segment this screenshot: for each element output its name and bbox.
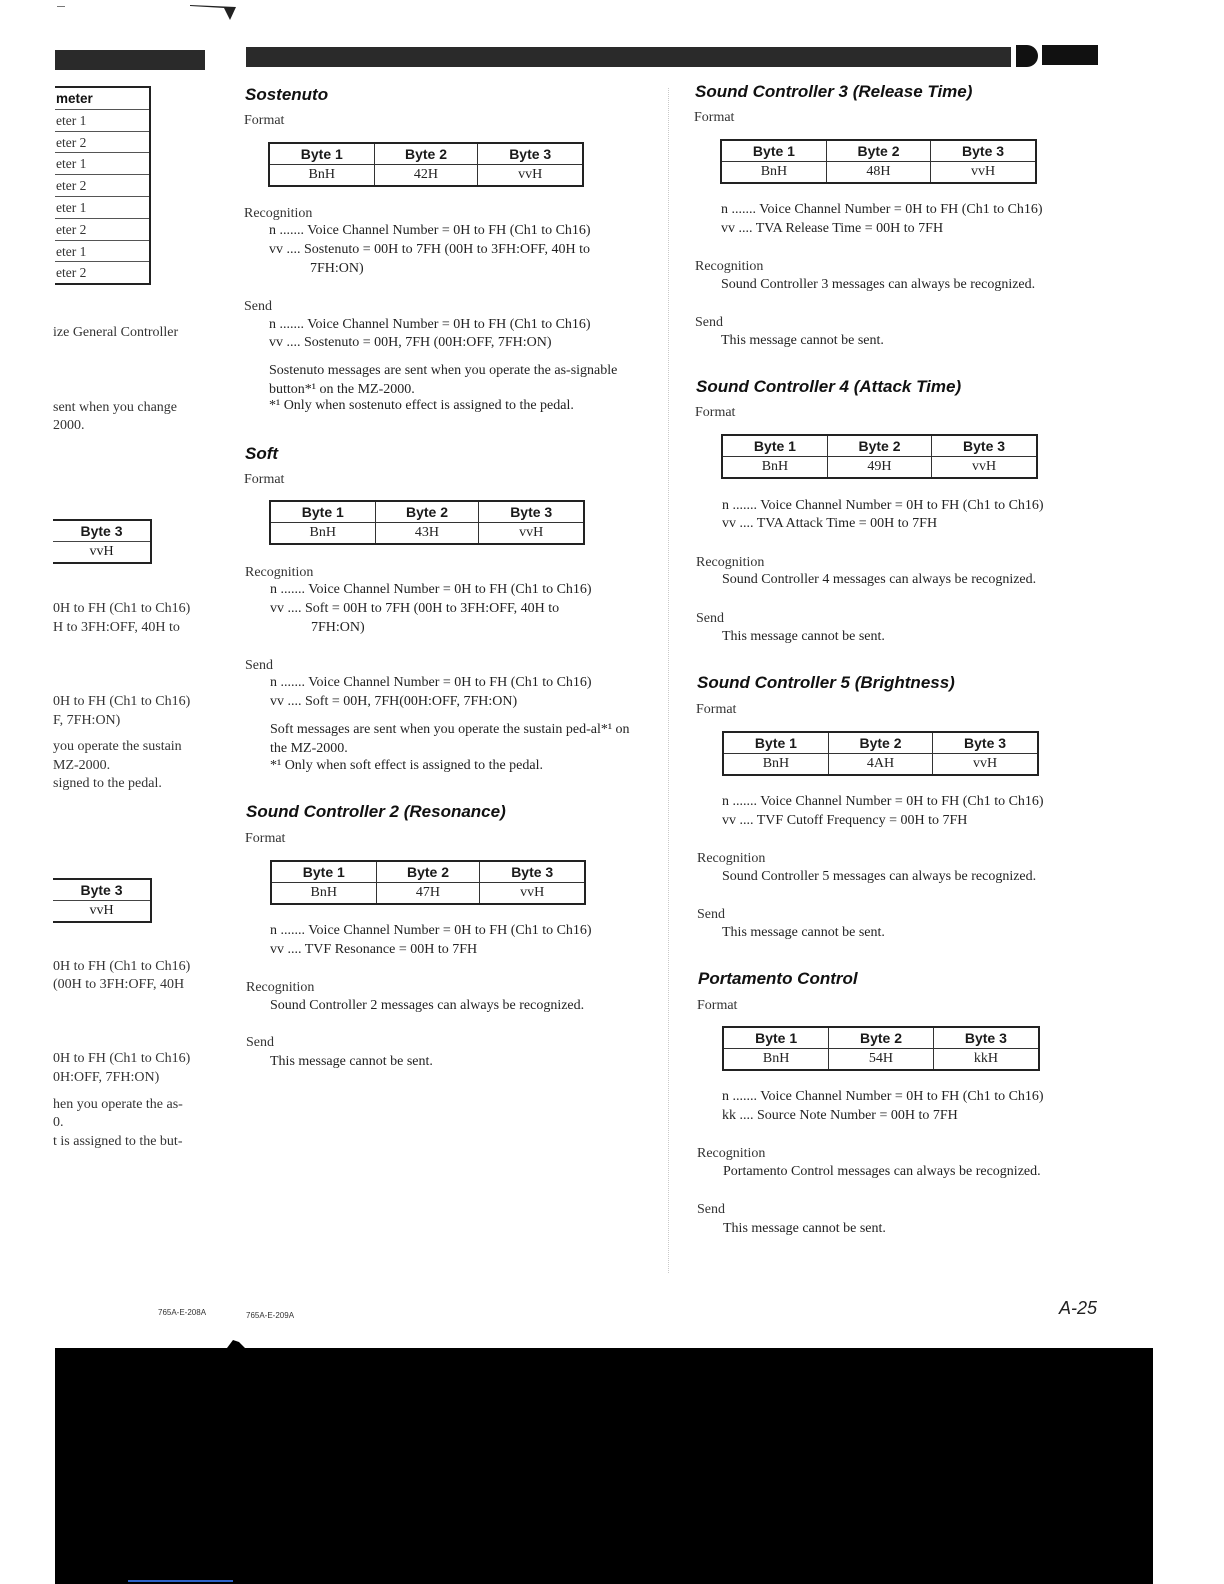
table-cell: vvH: [933, 754, 1038, 776]
table-cell: eter 1: [55, 196, 149, 218]
scan-edge-teeth: [55, 1330, 1153, 1410]
param-line: vv .... TVA Release Time = 00H to 7FH: [721, 221, 944, 236]
table-cell: eter 2: [55, 261, 149, 283]
column-divider: [668, 88, 669, 1273]
recognition-label: Recognition: [697, 851, 766, 866]
table-cell: vvH: [478, 165, 583, 187]
param-line: n ....... Voice Channel Number = 0H to FH (Ch1 to Ch16): [270, 675, 592, 690]
sc5-byte-table: [722, 731, 1039, 776]
recognition-text: Sound Controller 2 messages can always be recognized.: [270, 998, 585, 1013]
left-text: 0H to FH (Ch1 to Ch16): [53, 694, 191, 709]
table-header: Byte 3: [933, 732, 1038, 754]
table-cell: vvH: [89, 544, 114, 559]
table-header: Byte 1: [722, 435, 827, 457]
table-header: Byte 3: [933, 1027, 1039, 1049]
send-text: This message cannot be sent.: [722, 629, 885, 644]
table-header: Byte 1: [723, 732, 828, 754]
table-cell: 48H: [826, 162, 930, 184]
section-title-soft: Soft: [245, 444, 279, 463]
section-title-portamento-control: Portamento Control: [698, 969, 858, 988]
param-line: vv .... Sostenuto = 00H, 7FH (00H:OFF, 7FH:ON): [269, 335, 552, 350]
section-title-sound-controller-5: Sound Controller 5 (Brightness): [697, 673, 955, 692]
table-header: Byte 2: [375, 501, 479, 523]
table-cell: vvH: [931, 162, 1036, 184]
recognition-label: Recognition: [245, 565, 314, 580]
table-header: Byte 3: [478, 143, 583, 165]
table-cell: vvH: [89, 903, 114, 918]
send-label: Send: [246, 1035, 274, 1050]
left-text: (00H to 3FH:OFF, 40H: [53, 977, 185, 992]
sc3-byte-table: [720, 139, 1037, 184]
table-header: Byte 1: [270, 501, 375, 523]
send-label: Send: [697, 907, 725, 922]
left-text: 2000.: [53, 418, 85, 433]
table-cell: BnH: [721, 162, 826, 184]
format-label: Format: [244, 472, 285, 487]
table-cell: BnH: [270, 523, 375, 545]
left-text: 0H:OFF, 7FH:ON): [53, 1070, 160, 1085]
left-byte-table: [53, 878, 152, 923]
table-cell: kkH: [933, 1049, 1039, 1071]
format-label: Format: [694, 110, 735, 125]
table-header: Byte 3: [479, 501, 584, 523]
param-line: n ....... Voice Channel Number = 0H to FH (Ch1 to Ch16): [269, 223, 591, 238]
recognition-label: Recognition: [244, 206, 313, 221]
param-line: n ....... Voice Channel Number = 0H to FH (Ch1 to Ch16): [270, 923, 592, 938]
left-text: t is assigned to the but-: [53, 1134, 183, 1149]
send-label: Send: [695, 315, 723, 330]
param-line: vv .... TVF Resonance = 00H to 7FH: [270, 942, 478, 957]
left-text: F, 7FH:ON): [53, 713, 121, 728]
param-line: kk .... Source Note Number = 00H to 7FH: [722, 1108, 958, 1123]
sc4-byte-table: [721, 434, 1038, 479]
left-text: ize General Controller: [53, 325, 179, 340]
recognition-text: Sound Controller 3 messages can always be recognized.: [721, 277, 1036, 292]
recognition-label: Recognition: [246, 980, 315, 995]
table-header: Byte 2: [376, 861, 480, 883]
table-header: Byte 1: [721, 140, 826, 162]
send-text: This message cannot be sent.: [721, 333, 884, 348]
param-line: vv .... TVA Attack Time = 00H to 7FH: [722, 516, 938, 531]
table-header: Byte 1: [271, 861, 376, 883]
section-title-sostenuto: Sostenuto: [245, 85, 329, 104]
left-text: hen you operate the as-: [53, 1097, 183, 1112]
sc2-byte-table: [270, 860, 586, 905]
header-bar-left: [55, 50, 205, 70]
table-cell: vvH: [932, 457, 1037, 479]
table-cell: eter 1: [55, 152, 149, 174]
table-cell: vvH: [479, 523, 584, 545]
left-text: MZ-2000.: [53, 758, 111, 773]
header-bar-end: [1042, 45, 1098, 65]
format-label: Format: [695, 405, 736, 420]
table-header: Byte 3: [53, 521, 150, 542]
format-label: Format: [697, 998, 738, 1013]
corner-mark-graphic: [190, 2, 240, 20]
table-header: Byte 2: [829, 1027, 934, 1049]
left-text: 0.: [53, 1115, 64, 1130]
scan-mark: [57, 6, 65, 7]
send-label: Send: [244, 299, 272, 314]
section-title-sound-controller-3: Sound Controller 3 (Release Time): [695, 82, 973, 101]
send-text: This message cannot be sent.: [723, 1221, 886, 1236]
table-cell: eter 1: [55, 109, 149, 131]
page-number: A-25: [1059, 1298, 1098, 1318]
recognition-label: Recognition: [695, 259, 764, 274]
left-text: H to 3FH:OFF, 40H to: [53, 620, 180, 635]
table-cell: BnH: [269, 165, 374, 187]
left-text: 0H to FH (Ch1 to Ch16): [53, 1051, 191, 1066]
table-cell: BnH: [723, 754, 828, 776]
left-text: you operate the sustain: [53, 739, 182, 754]
footnote: *¹ Only when soft effect is assigned to the pedal.: [270, 758, 543, 773]
note-text: Soft messages are sent when you operate the sustain ped-al*¹ on the MZ-2000.: [270, 722, 630, 756]
table-cell: BnH: [271, 883, 376, 905]
param-line: n ....... Voice Channel Number = 0H to FH (Ch1 to Ch16): [722, 794, 1044, 809]
table-header: Byte 2: [374, 143, 478, 165]
send-text: This message cannot be sent.: [722, 925, 885, 940]
table-header: Byte 3: [932, 435, 1037, 457]
left-text: sent when you change: [53, 400, 178, 415]
table-header: Byte 3: [931, 140, 1036, 162]
table-cell: meter: [56, 91, 93, 106]
table-cell: 49H: [827, 457, 931, 479]
table-cell: BnH: [722, 457, 827, 479]
param-line: n ....... Voice Channel Number = 0H to FH (Ch1 to Ch16): [269, 317, 591, 332]
send-label: Send: [697, 1202, 725, 1217]
table-cell: 42H: [374, 165, 478, 187]
table-cell: vvH: [480, 883, 585, 905]
footnote: *¹ Only when sostenuto effect is assigned to the pedal.: [269, 398, 574, 413]
param-line: n ....... Voice Channel Number = 0H to FH (Ch1 to Ch16): [721, 202, 1043, 217]
table-cell: 47H: [376, 883, 480, 905]
param-line: vv .... TVF Cutoff Frequency = 00H to 7FH: [722, 813, 968, 828]
section-title-sound-controller-4: Sound Controller 4 (Attack Time): [696, 377, 962, 396]
send-label: Send: [245, 658, 273, 673]
header-bar: [246, 47, 1011, 67]
left-text: 0H to FH (Ch1 to Ch16): [53, 601, 191, 616]
left-text: signed to the pedal.: [53, 776, 162, 791]
format-label: Format: [696, 702, 737, 717]
table-cell: eter 2: [55, 174, 149, 196]
param-line: 7FH:ON): [310, 261, 364, 276]
param-line: vv .... Soft = 00H, 7FH(00H:OFF, 7FH:ON): [270, 694, 518, 709]
table-header: Byte 2: [828, 732, 932, 754]
param-line: n ....... Voice Channel Number = 0H to FH (Ch1 to Ch16): [270, 582, 592, 597]
table-cell: BnH: [723, 1049, 829, 1071]
recognition-text: Sound Controller 5 messages can always be recognized.: [722, 869, 1037, 884]
left-text: 0H to FH (Ch1 to Ch16): [53, 959, 191, 974]
param-line: n ....... Voice Channel Number = 0H to FH (Ch1 to Ch16): [722, 1089, 1044, 1104]
soft-byte-table: [269, 500, 585, 545]
table-header: Byte 2: [826, 140, 930, 162]
left-byte-table: [53, 519, 152, 564]
scan-blue-line: [128, 1580, 233, 1582]
table-cell: 4AH: [828, 754, 932, 776]
recognition-text: Portamento Control messages can always be recognized.: [723, 1164, 1041, 1179]
recognition-label: Recognition: [697, 1146, 766, 1161]
sostenuto-byte-table: [268, 142, 584, 187]
left-param-table: [55, 86, 151, 285]
send-text: This message cannot be sent.: [270, 1054, 433, 1069]
table-cell: 54H: [829, 1049, 934, 1071]
table-header: Byte 3: [53, 880, 150, 901]
note-text: Sostenuto messages are sent when you operate the as-signable button*¹ on the MZ-2000.: [269, 363, 618, 397]
format-label: Format: [245, 831, 286, 846]
left-footer-code: 765A-E-208A: [158, 1308, 207, 1317]
section-title-sound-controller-2: Sound Controller 2 (Resonance): [246, 802, 506, 821]
param-line: vv .... Soft = 00H to 7FH (00H to 3FH:OFF, 40H to: [270, 601, 560, 616]
recognition-label: Recognition: [696, 555, 765, 570]
table-header: Byte 1: [723, 1027, 829, 1049]
table-cell: 43H: [375, 523, 479, 545]
header-bar-arrow: [1016, 45, 1038, 67]
send-label: Send: [696, 611, 724, 626]
param-line: vv .... Sostenuto = 00H to 7FH (00H to 3FH:OFF, 40H to: [269, 242, 591, 257]
format-label: Format: [244, 113, 285, 128]
portamento-byte-table: [722, 1026, 1040, 1071]
table-header: Byte 1: [269, 143, 374, 165]
table-header: Byte 3: [480, 861, 585, 883]
param-line: 7FH:ON): [311, 620, 365, 635]
recognition-text: Sound Controller 4 messages can always be recognized.: [722, 572, 1037, 587]
table-cell: eter 1: [55, 240, 149, 262]
footer-code: 765A-E-209A: [246, 1311, 295, 1320]
table-cell: eter 2: [55, 131, 149, 153]
table-cell: eter 2: [55, 218, 149, 240]
table-header: Byte 2: [827, 435, 931, 457]
param-line: n ....... Voice Channel Number = 0H to FH (Ch1 to Ch16): [722, 498, 1044, 513]
